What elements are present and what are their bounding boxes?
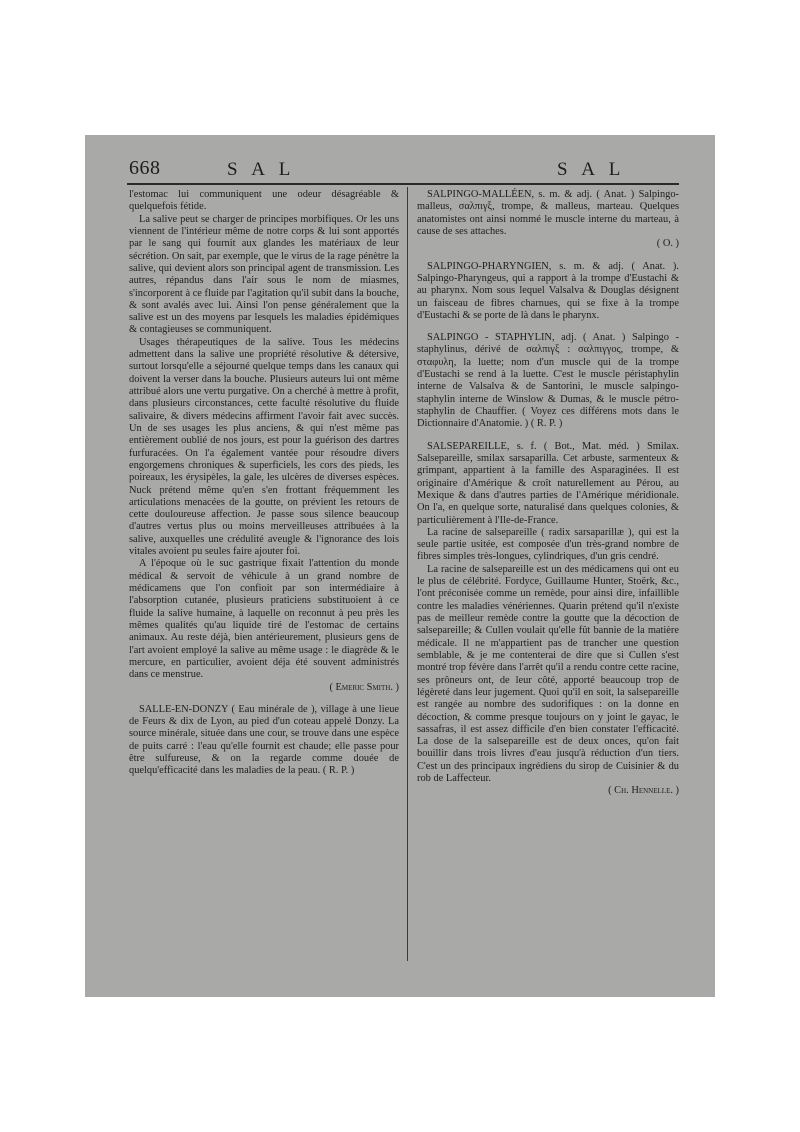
paragraph: A l'époque où le suc gastrique fixait l'attention du monde médical & servoit de véhicule à un grand nombre de médicamens que l'on confioit par son intermédiaire à l'absorption cutanée, plusieurs praticiens substituoient à ce fluide la salive humaine, à laquelle on reconnut à peu près les mêmes qualités qu'au liquide tiré de l'estomac de certains animaux. Au reste déjà, bien antérieurement, plusieurs gens de l'art avoient employé la salive au même usage : le diagrède & le mercure, en particulier, avoient déja été souvent administrés dans ce menstrue.: [129, 558, 399, 681]
entry-salsepareille: SALSEPAREILLE, s. f. ( Bot., Mat. méd. ) Smilax. Salsepareille, smilax sarsaparilla. Cet arbuste, sarmenteux & grimpant, appartient à la famille des Asparaginées. Il est originaire d'Amérique & croît naturellement au Pérou, au Mexique & dans d'autres parties de l'Amérique méridionale. On l'a, en quelque sorte, naturalisé dans quelques colonies, & particulièrement à l'Ile-de-France.: [417, 440, 679, 526]
right-column: [417, 189, 679, 798]
page-sheet: [127, 153, 679, 965]
paragraph: l'estomac lui communiquent une odeur désagréable & quelquefois fétide.: [129, 189, 399, 213]
author-signature: ( O. ): [656, 238, 679, 250]
paragraph: La racine de salsepareille est un des médicamens qui ont eu le plus de célébrité. Fordyce, Guillaume Hunter, Stoërk, &c., l'ont préconisée comme un remède, pour ainsi dire, infaillible contre les maladies vénériennes. Quarin prétend qu'il n'existe pas de meilleur remède contre la goutte que la décoction de salsepareille; & Cullen voulait qu'elle fût bannie de la matière médicale. Il ne m'appartient pas de trancher une question semblable, & je me contenterai de dire que si Cullen s'est montré trop févère dans l'arrêt qu'il a rendu contre cette racine, ses prôneurs ont, de leur côté, apporté beaucoup trop de légèreté dans leur jugement. Quoi qu'il en soit, la salsepareille est rangée au nombre des sudorifiques : on la donne en décoction, & comme presque toujours on y joint le gayac, le sassafras, il est assez difficile d'en bien constater l'efficacité. La dose de la salsepareille est de deux onces, qu'on fait bouillir dans trois livres d'eau jusqu'à réduction d'un tiers. C'est un des principaux ingrédiens du sirop de Cuisinier & du rob de Laffecteur.: [417, 563, 679, 785]
entry-salpingo-staphylin: SALPINGO - STAPHYLIN, adj. ( Anat. ) Salpingo - staphylinus, dérivé de σαλπιγξ : σαλπιγγος, trompe, & σταφυλη, la luette; nom d'un muscle qui de la trompe d'Eustachi se rend à la luette. C'est le muscle péristaphylin interne de Valsalva & de Santorini, le muscle salpingo-staphylin interne de Winslow & Dumas, & le muscle pétro-staphylin de Chauffier. ( Voyez ces différens mots dans le Dictionnaire d'Anatomie. ) ( R. P. ): [417, 332, 679, 430]
running-head-left: S A L: [227, 159, 296, 180]
paragraph: Usages thérapeutiques de la salive. Tous les médecins admettent dans la salive une propriété résolutive & détersive, surtout lorsqu'elle a séjourné quelque temps dans les canaux qui doivent la verser dans la bouche. Plusieurs auteurs lui ont même attribué alors une vertu purgative. On a cherché à mettre à profit, dans plusieurs circonstances, cette faculté résolutive du fluide salivaire, & divers médecins affirment l'avoir fait avec succès. Un de ses usages les plus anciens, & qui n'est même pas entièrement oublié de nos jours, est pour la guérison des dartres furfuracées. On l'a également vantée pour résoudre divers engorgemens chroniques & superficiels, les cors des pieds, les poireaux, les érysipèles, la gale, les ulcères de diverses espèces. Nuck prétend même qu'en s'en frottant fréquemment les articulations menacées de la goutte, on prévient les retours de cette douloureuse affection. Je passe sous silence beaucoup d'autres vertus plus ou moins merveilleuses attribuées à la salive, auxquelles une crédulité aveugle & l'ignorance des lois vitales avoient pu seules faire ajouter foi.: [129, 336, 399, 558]
column-divider: [407, 187, 408, 961]
page-number: 668: [129, 157, 161, 179]
paragraph: La salive peut se charger de principes morbifiques. Or les uns viennent de l'intérieur même de notre corps & lui sont apportés par le sang qui fournit aux glandes les matériaux de leur sécrétion. On sait, par exemple, que le virus de la rage pénètre la salive, qui devient alors son principal agent de transmission. Les autres, répandus dans l'air sous le nom de miasmes, s'incorporent à ce fluide par l'agitation qu'il subit dans la bouche, & sont avalés avec lui. Ainsi l'on pense généralement que la salive est un des moyens par lesquels les maladies épidémiques & contagieuses se communiquent.: [129, 213, 399, 336]
left-column: [129, 189, 399, 778]
entry-salpingo-pharyngien: SALPINGO-PHARYNGIEN, s. m. & adj. ( Anat. ). Salpingo-Pharyngeus, qui a rapport à la trompe d'Eustachi & au pharynx. Nom sous lequel Valsalva & Douglas désignent un faisceau de fibres charnues, qui se fixe à la trompe d'Eustachi & se porte de là dans le pharynx.: [417, 260, 679, 321]
entry-salpingo-malleen: SALPINGO-MALLÉEN, s. m. & adj. ( Anat. ) Salpingo-malleus, σαλπιγξ, trompe, & malleus, marteau. Quelques anatomistes ont ainsi nommé le muscle interne du marteau, à cause de ses attaches.: [417, 189, 679, 237]
header-rule: [127, 183, 679, 185]
running-head-right: S A L: [557, 159, 626, 180]
scanned-page: [85, 135, 715, 997]
author-signature: ( Ch. Hennelle. ): [608, 785, 679, 797]
author-signature: ( Emeric Smith. ): [329, 681, 399, 693]
paragraph: La racine de salsepareille ( radix sarsaparillæ ), qui est la seule partie usitée, est composée d'un très-grand nombre de fibres simples très-longues, cylindriques, d'un gris cendré.: [417, 526, 679, 563]
entry-salle-en-donzy: SALLE-EN-DONZY ( Eau minérale de ), village à une lieue de Feurs & dix de Lyon, au pied d'un coteau appelé Donzy. La source minérale, située dans une cour, se trouve dans une espèce de puits carré : l'eau qu'elle fournit est chaude; elle passe pour être sulfureuse, & on la regarde comme douée de quelqu'efficacité dans les maladies de la peau. ( R. P. ): [129, 703, 399, 777]
